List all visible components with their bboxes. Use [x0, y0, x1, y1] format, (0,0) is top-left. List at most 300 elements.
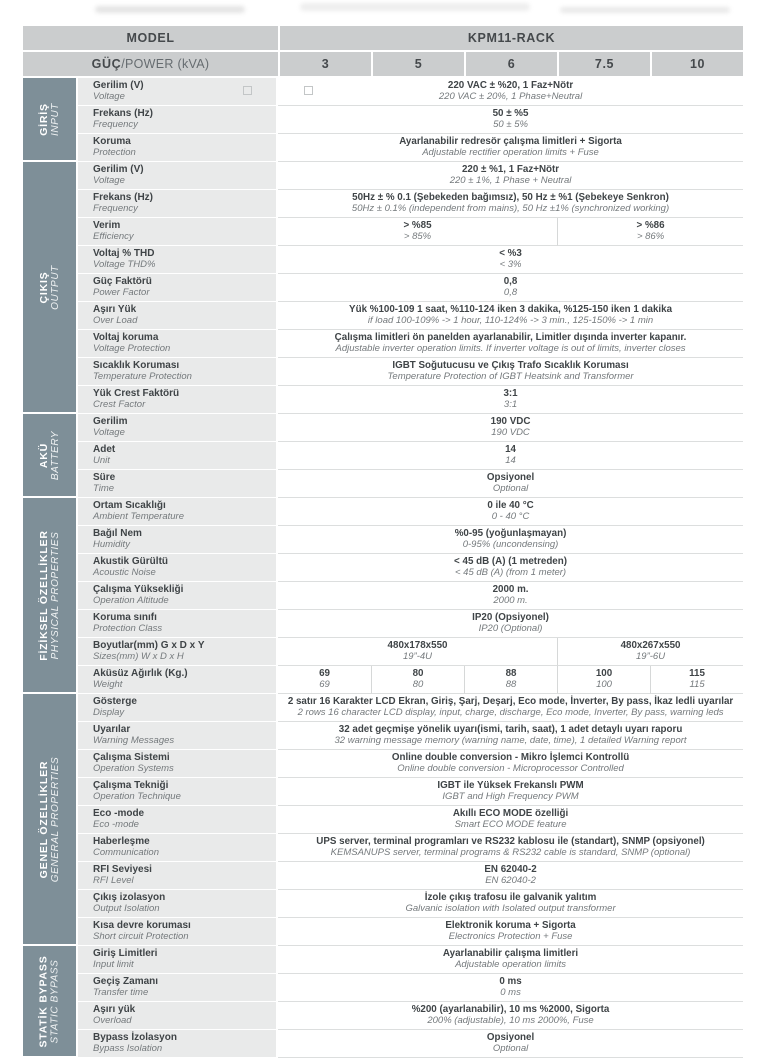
row-label-tr: Yük Crest Faktörü: [93, 387, 180, 399]
row-label-en: Short circuit Protection: [93, 931, 189, 943]
section-title-tr: STATİK BYPASS: [38, 954, 51, 1048]
row-value: [278, 246, 743, 274]
row-value: [278, 666, 371, 694]
scan-artifact: [300, 3, 530, 11]
row-value-en: IP20 (Optional): [478, 623, 543, 635]
power-label-tr: GÜÇ: [91, 57, 122, 71]
spec-row: [23, 470, 743, 498]
spec-row: [23, 834, 743, 862]
row-label-tr: Kısa devre koruması: [93, 919, 191, 931]
row-value-en: Smart ECO MODE feature: [454, 819, 567, 831]
spec-row: [23, 1002, 743, 1030]
row-label-en: Communication: [93, 847, 159, 859]
row-value-tr: 100: [595, 667, 613, 679]
section-label-fiziksel: [23, 498, 78, 694]
row-value-tr: 2 satır 16 Karakter LCD Ekran, Giriş, Şarj, Deşarj, Eco mode, İnverter, By pass, İkaz ledli uyarılar: [287, 695, 734, 707]
row-label: [78, 386, 278, 414]
power-label: [23, 52, 278, 78]
spec-row: [23, 806, 743, 834]
row-value: [278, 414, 743, 442]
row-value: [278, 694, 743, 722]
row-label-en: Voltage Protection: [93, 343, 171, 355]
row-value-en: Online double conversion - Microprocessor Controlled: [397, 763, 624, 775]
power-col-7.5: 7.5: [557, 52, 650, 78]
row-value-en: Adjustable inverter operation limits. If inverter voltage is out of limits, inverter closes: [335, 343, 686, 355]
row-value-en: Galvanic isolation with Isolated output transformer: [405, 903, 616, 915]
row-label-en: Eco -mode: [93, 819, 139, 831]
row-label-tr: Verim: [93, 219, 121, 231]
row-value-en: Optional: [492, 1043, 529, 1055]
spec-row: [23, 190, 743, 218]
row-value-tr: 14: [505, 443, 516, 455]
row-value: [278, 890, 743, 918]
row-label: [78, 806, 278, 834]
spec-row: [23, 106, 743, 134]
row-label-tr: Koruma sınıfı: [93, 611, 157, 623]
spec-row: [23, 274, 743, 302]
row-value: [278, 582, 743, 610]
model-label: MODEL: [23, 26, 278, 52]
row-value-en: 50Hz ± 0.1% (independent from mains), 50 Hz ±1% (synchronized working): [351, 203, 670, 215]
row-label-tr: Adet: [93, 443, 116, 455]
row-label: [78, 414, 278, 442]
row-value: [278, 946, 743, 974]
row-value-tr: 0,8: [503, 275, 518, 287]
spec-table: [23, 26, 743, 1058]
row-value-tr: 0 ile 40 °C: [487, 499, 534, 511]
row-label-tr: Gösterge: [93, 695, 137, 707]
row-value: [278, 190, 743, 218]
row-value-tr: IP20 (Opsiyonel): [472, 611, 549, 623]
row-label-tr: Çalışma Yüksekliği: [93, 583, 184, 595]
row-value: [278, 106, 743, 134]
row-value-tr: 220 VAC ± %20, 1 Faz+Nötr: [447, 79, 574, 91]
row-value-en: KEMSANUPS server, terminal programs & RS232 cable is standard, SNMP (optional): [330, 847, 691, 859]
spec-row: [23, 974, 743, 1002]
placeholder-glyph: [243, 86, 252, 95]
row-label: [78, 778, 278, 806]
row-label: [78, 134, 278, 162]
row-value: [278, 1002, 743, 1030]
row-label-en: Display: [93, 707, 125, 719]
scan-artifact: [560, 7, 730, 13]
row-label: [78, 1030, 278, 1058]
row-label: [78, 470, 278, 498]
spec-row: [23, 358, 743, 386]
row-value-tr: UPS server, terminal programları ve RS232 kablosu ile (standart), SNMP (opsiyonel): [316, 835, 705, 847]
row-label-tr: Çıkış izolasyon: [93, 891, 166, 903]
row-label-tr: Geçiş Zamanı: [93, 975, 159, 987]
row-label: [78, 834, 278, 862]
spec-row: [23, 750, 743, 778]
row-label-en: Voltage: [93, 91, 125, 103]
row-label: [78, 722, 278, 750]
row-value-tr: 220 ± %1, 1 Faz+Nötr: [461, 163, 560, 175]
placeholder-glyph: [304, 86, 313, 95]
row-label-tr: Eco -mode: [93, 807, 145, 819]
row-label: [78, 190, 278, 218]
row-value-en: 50 ± 5%: [493, 119, 528, 131]
section-label-aku: [23, 414, 78, 498]
row-value: [278, 750, 743, 778]
section-title-en: STATIC BYPASS: [50, 959, 62, 1043]
row-label: [78, 106, 278, 134]
section-label-text-cikis: [38, 265, 61, 310]
row-value-tr: 190 VDC: [490, 415, 531, 427]
row-value-en: < 3%: [499, 259, 522, 271]
row-label-en: Ambient Temperature: [93, 511, 185, 523]
model-row: [23, 26, 743, 52]
section-title-tr: GENEL ÖZELLİKLER: [38, 760, 50, 878]
row-label: [78, 974, 278, 1002]
row-value-tr: %200 (ayarlanabilir), 10 ms %2000, Sigorta: [411, 1003, 610, 1015]
spec-row: [23, 442, 743, 470]
row-value: [278, 806, 743, 834]
spec-row: [23, 694, 743, 722]
row-label-tr: Güç Faktörü: [93, 275, 152, 287]
row-value-tr: EN 62040-2: [484, 863, 537, 875]
row-value-en: EN 62040-2: [485, 875, 536, 887]
row-value-en: > 85%: [403, 231, 432, 243]
row-label-en: Voltage THD%: [93, 259, 156, 271]
row-value-en: Optional: [492, 483, 529, 495]
row-value-en: Adjustable operation limits: [455, 959, 566, 971]
spec-row: [23, 862, 743, 890]
row-value-tr: Elektronik koruma + Sigorta: [445, 919, 576, 931]
spec-row: [23, 778, 743, 806]
row-value-tr: Opsiyonel: [486, 471, 535, 483]
row-label-en: Protection Class: [93, 623, 163, 635]
row-value-tr: 50 ± %5: [492, 107, 529, 119]
spec-row: [23, 134, 743, 162]
row-value-tr: Yük %100-109 1 saat, %110-124 iken 3 dakika, %125-150 iken 1 dakika: [349, 303, 673, 315]
row-label-tr: Süre: [93, 471, 116, 483]
row-value-en: 2 rows 16 character LCD display, input, charge, discharge, Eco mode, Inverter, By pass, warning leds: [297, 707, 724, 719]
section-title-tr: ÇIKIŞ: [38, 271, 50, 304]
row-label-tr: Bypass İzolasyon: [93, 1031, 177, 1043]
row-value-tr: 69: [319, 667, 330, 679]
row-value: [278, 974, 743, 1002]
row-value: [278, 274, 743, 302]
spec-row: [23, 414, 743, 442]
section-label-wrap-aku: [23, 414, 76, 496]
row-value: [278, 554, 743, 582]
row-value-tr: IGBT ile Yüksek Frekanslı PWM: [437, 779, 584, 791]
row-label-en: Over Load: [93, 315, 138, 327]
row-value-tr: > %85: [403, 219, 432, 231]
row-label-tr: Sıcaklık Koruması: [93, 359, 180, 371]
row-label-en: Overload: [93, 1015, 132, 1027]
row-value-tr: < 45 dB (A) (1 metreden): [454, 555, 568, 567]
row-label-tr: Haberleşme: [93, 835, 150, 847]
row-label-en: Frequency: [93, 119, 138, 131]
row-value-en: 100: [596, 679, 612, 691]
row-value: [278, 442, 743, 470]
spec-row: [23, 666, 743, 694]
section-title-tr: FİZİKSEL ÖZELLİKLER: [38, 529, 51, 661]
row-value-tr: > %86: [636, 219, 665, 231]
row-value-en: 220 VAC ± 20%, 1 Phase+Neutral: [438, 91, 583, 103]
row-label-en: Temperature Protection: [93, 371, 192, 383]
row-label-tr: Voltaj koruma: [93, 331, 159, 343]
spec-row: [23, 302, 743, 330]
row-value: [278, 638, 557, 666]
row-value-en: 32 warning message memory (warning name, date, time), 1 detailed Warning report: [334, 735, 687, 747]
row-label: [78, 442, 278, 470]
section-label-genel: [23, 694, 78, 946]
row-value: [278, 918, 743, 946]
row-value: [278, 526, 743, 554]
row-label-en: Output Isolation: [93, 903, 160, 915]
row-value-tr: Akıllı ECO MODE özelliği: [452, 807, 569, 819]
row-label-en: Operation Technique: [93, 791, 181, 803]
row-label-tr: Voltaj % THD: [93, 247, 155, 259]
row-value-tr: 88: [505, 667, 517, 679]
row-label: [78, 554, 278, 582]
row-label-tr: Frekans (Hz): [93, 107, 154, 119]
row-label-tr: Gerilim (V): [93, 79, 144, 91]
row-value: [278, 218, 557, 246]
row-label-en: Acoustic Noise: [93, 567, 156, 579]
row-value: [278, 78, 743, 106]
row-label: [78, 582, 278, 610]
row-value: [278, 834, 743, 862]
row-label-en: Operation Altitude: [93, 595, 169, 607]
section-label-wrap-cikis: [23, 162, 76, 412]
row-value: [278, 610, 743, 638]
spec-row: [23, 498, 743, 526]
row-value-tr: %0-95 (yoğunlaşmayan): [454, 527, 567, 539]
power-label-en: /POWER (kVA): [121, 57, 210, 71]
spec-row: [23, 78, 743, 106]
row-value: [650, 666, 743, 694]
row-value-tr: 480x267x550: [620, 639, 681, 651]
section-label-wrap-genel: [23, 694, 76, 944]
row-label: [78, 330, 278, 358]
row-label: [78, 862, 278, 890]
row-label-en: Warning Messages: [93, 735, 175, 747]
section-label-cikis: [23, 162, 78, 414]
row-label: [78, 358, 278, 386]
row-value-en: 19”-4U: [402, 651, 433, 663]
row-label-tr: Ortam Sıcaklığı: [93, 499, 166, 511]
row-label: [78, 890, 278, 918]
spec-row: [23, 890, 743, 918]
row-value-en: 69: [319, 679, 330, 691]
spec-row: [23, 1030, 743, 1058]
row-label: [78, 246, 278, 274]
spec-row: [23, 218, 743, 246]
row-label-en: Unit: [93, 455, 110, 467]
scan-artifact: [95, 6, 245, 13]
section-title-en: GENERAL PROPERTIES: [50, 756, 61, 882]
section-label-wrap-giris: [23, 78, 76, 160]
row-value: [278, 330, 743, 358]
row-label-en: Transfer time: [93, 987, 149, 999]
spec-row: [23, 330, 743, 358]
model-value: KPM11-RACK: [278, 26, 743, 52]
row-label-tr: Aküsüz Ağırlık (Kg.): [93, 667, 188, 679]
row-value: [557, 218, 743, 246]
row-label-en: Voltage: [93, 427, 125, 439]
section-label-text-genel: [38, 756, 61, 881]
row-value-tr: 50Hz ± % 0.1 (Şebekeden bağımsız), 50 Hz ± %1 (Şebekeye Senkron): [352, 191, 669, 203]
row-label-tr: Giriş Limitleri: [93, 947, 158, 959]
row-value-en: > 86%: [636, 231, 665, 243]
power-col-3: 3: [278, 52, 371, 78]
row-label-tr: Çalışma Tekniği: [93, 779, 169, 791]
row-value: [278, 162, 743, 190]
row-label-tr: Boyutlar(mm) G x D x Y: [93, 639, 205, 651]
section-label-giris: [23, 78, 78, 162]
spec-sheet: [23, 26, 743, 1058]
row-label-en: Time: [93, 483, 115, 495]
row-label: [78, 666, 278, 694]
row-value-en: Electronics Protection + Fuse: [448, 931, 573, 943]
row-value-en: Temperature Protection of IGBT Heatsink and Transformer: [387, 371, 634, 383]
section-label-text-fiziksel: [38, 530, 61, 661]
section-label-text-statik-bypass: [38, 955, 61, 1047]
row-value-en: 0-95% (uncondensing): [462, 539, 559, 551]
row-value-en: 190 VDC: [491, 427, 530, 439]
row-value-en: 3:1: [503, 399, 518, 411]
row-value: [278, 722, 743, 750]
row-value-tr: 115: [689, 667, 705, 679]
spec-row: [23, 946, 743, 974]
row-value-en: 200% (adjustable), 10 ms 2000%, Fuse: [427, 1015, 594, 1027]
row-value-en: if load 100-109% -> 1 hour, 110-124% -> 3 min., 125-150% -> 1 min: [367, 315, 654, 327]
section-title-en: INPUT: [50, 102, 61, 136]
row-value: [278, 778, 743, 806]
row-value-tr: Opsiyonel: [486, 1031, 535, 1043]
row-value-en: 0 ms: [500, 987, 521, 999]
row-label: [78, 638, 278, 666]
power-col-6: 6: [464, 52, 557, 78]
row-value-tr: 480x178x550: [387, 639, 448, 651]
row-value-tr: < %3: [499, 247, 522, 259]
row-label: [78, 274, 278, 302]
power-header-row: [23, 52, 743, 78]
spec-row: [23, 582, 743, 610]
row-label-tr: Akustik Gürültü: [93, 555, 169, 567]
spec-row: [23, 722, 743, 750]
row-label-en: Operation Systems: [93, 763, 174, 775]
row-label: [78, 610, 278, 638]
row-label-en: Crest Factor: [93, 399, 146, 411]
row-label-en: Voltage: [93, 175, 125, 187]
row-label-en: Sizes(mm) W x D x H: [93, 651, 184, 663]
row-value: [278, 498, 743, 526]
row-value: [278, 302, 743, 330]
row-label-en: Weight: [93, 679, 123, 691]
row-value-tr: 80: [412, 667, 424, 679]
row-label-en: RFI Level: [93, 875, 134, 887]
spec-row: [23, 610, 743, 638]
section-label-wrap-statik-bypass: [23, 946, 76, 1056]
section-title-tr: GİRİŞ: [38, 102, 50, 136]
section-title-en: OUTPUT: [50, 264, 61, 310]
row-value-tr: Ayarlanabilir çalışma limitleri: [442, 947, 579, 959]
row-label: [78, 498, 278, 526]
row-label-tr: Aşırı yük: [93, 1003, 136, 1015]
row-label-en: Humidity: [93, 539, 130, 551]
section-label-text-aku: [38, 430, 61, 479]
row-value-en: IGBT and High Frequency PWM: [442, 791, 579, 803]
row-value: [278, 386, 743, 414]
row-value-tr: IGBT Soğutucusu ve Çıkış Trafo Sıcaklık Koruması: [392, 359, 629, 371]
row-value-tr: Ayarlanabilir redresör çalışma limitleri + Sigorta: [399, 135, 622, 147]
row-label-en: Input limit: [93, 959, 134, 971]
row-label: [78, 1002, 278, 1030]
power-col-10: 10: [650, 52, 743, 78]
row-label: [78, 946, 278, 974]
row-label: [78, 302, 278, 330]
spec-row: [23, 554, 743, 582]
section-title-tr: AKÜ: [38, 442, 50, 468]
row-value: [464, 666, 557, 694]
row-value-en: 2000 m.: [493, 595, 528, 607]
row-label-en: Protection: [93, 147, 136, 159]
row-value-en: < 45 dB (A) (from 1 meter): [454, 567, 567, 579]
row-label-tr: Gerilim (V): [93, 163, 144, 175]
spec-row: [23, 638, 743, 666]
row-value-tr: Çalışma limitleri ön panelden ayarlanabilir, Limitler dışında inverter kapanır.: [334, 331, 687, 343]
row-value-en: 80: [412, 679, 424, 691]
spec-row: [23, 162, 743, 190]
row-label: [78, 218, 278, 246]
row-label: [78, 526, 278, 554]
row-value: [557, 638, 743, 666]
row-label-en: Bypass Isolation: [93, 1043, 163, 1055]
row-label-tr: Bağıl Nem: [93, 527, 142, 539]
spec-row: [23, 526, 743, 554]
row-value-en: 14: [505, 455, 516, 467]
row-value-en: 115: [689, 679, 705, 691]
row-label-tr: Çalışma Sistemi: [93, 751, 170, 763]
row-label: [78, 750, 278, 778]
row-value-en: 0 - 40 °C: [491, 511, 530, 523]
row-value-tr: 0 ms: [499, 975, 522, 987]
row-value: [278, 1030, 743, 1058]
row-label: [78, 78, 278, 106]
section-label-wrap-fiziksel: [23, 498, 76, 692]
section-title-en: BATTERY: [50, 430, 61, 480]
row-value-en: 220 ± 1%, 1 Phase + Neutral: [449, 175, 572, 187]
row-value: [557, 666, 650, 694]
row-label-en: Efficiency: [93, 231, 134, 243]
row-value: [278, 862, 743, 890]
row-label: [78, 162, 278, 190]
row-label: [78, 918, 278, 946]
row-label-tr: Uyarılar: [93, 723, 131, 735]
row-value-en: Adjustable rectifier operation limits + Fuse: [422, 147, 599, 159]
power-col-5: 5: [371, 52, 464, 78]
spec-row: [23, 386, 743, 414]
row-value-tr: Online double conversion - Mikro İşlemci Kontrollü: [391, 751, 630, 763]
row-value-en: 19”-6U: [636, 651, 666, 663]
row-label: [78, 694, 278, 722]
spec-row: [23, 246, 743, 274]
row-value-tr: İzole çıkış trafosu ile galvanik yalıtım: [424, 891, 597, 903]
row-value-en: 0,8: [503, 287, 518, 299]
row-label-tr: Koruma: [93, 135, 131, 147]
row-value: [371, 666, 464, 694]
row-label-en: Power Factor: [93, 287, 150, 299]
row-label-tr: Gerilim: [93, 415, 128, 427]
section-label-text-giris: [38, 103, 61, 136]
row-label-en: Frequency: [93, 203, 138, 215]
row-label-tr: Frekans (Hz): [93, 191, 154, 203]
